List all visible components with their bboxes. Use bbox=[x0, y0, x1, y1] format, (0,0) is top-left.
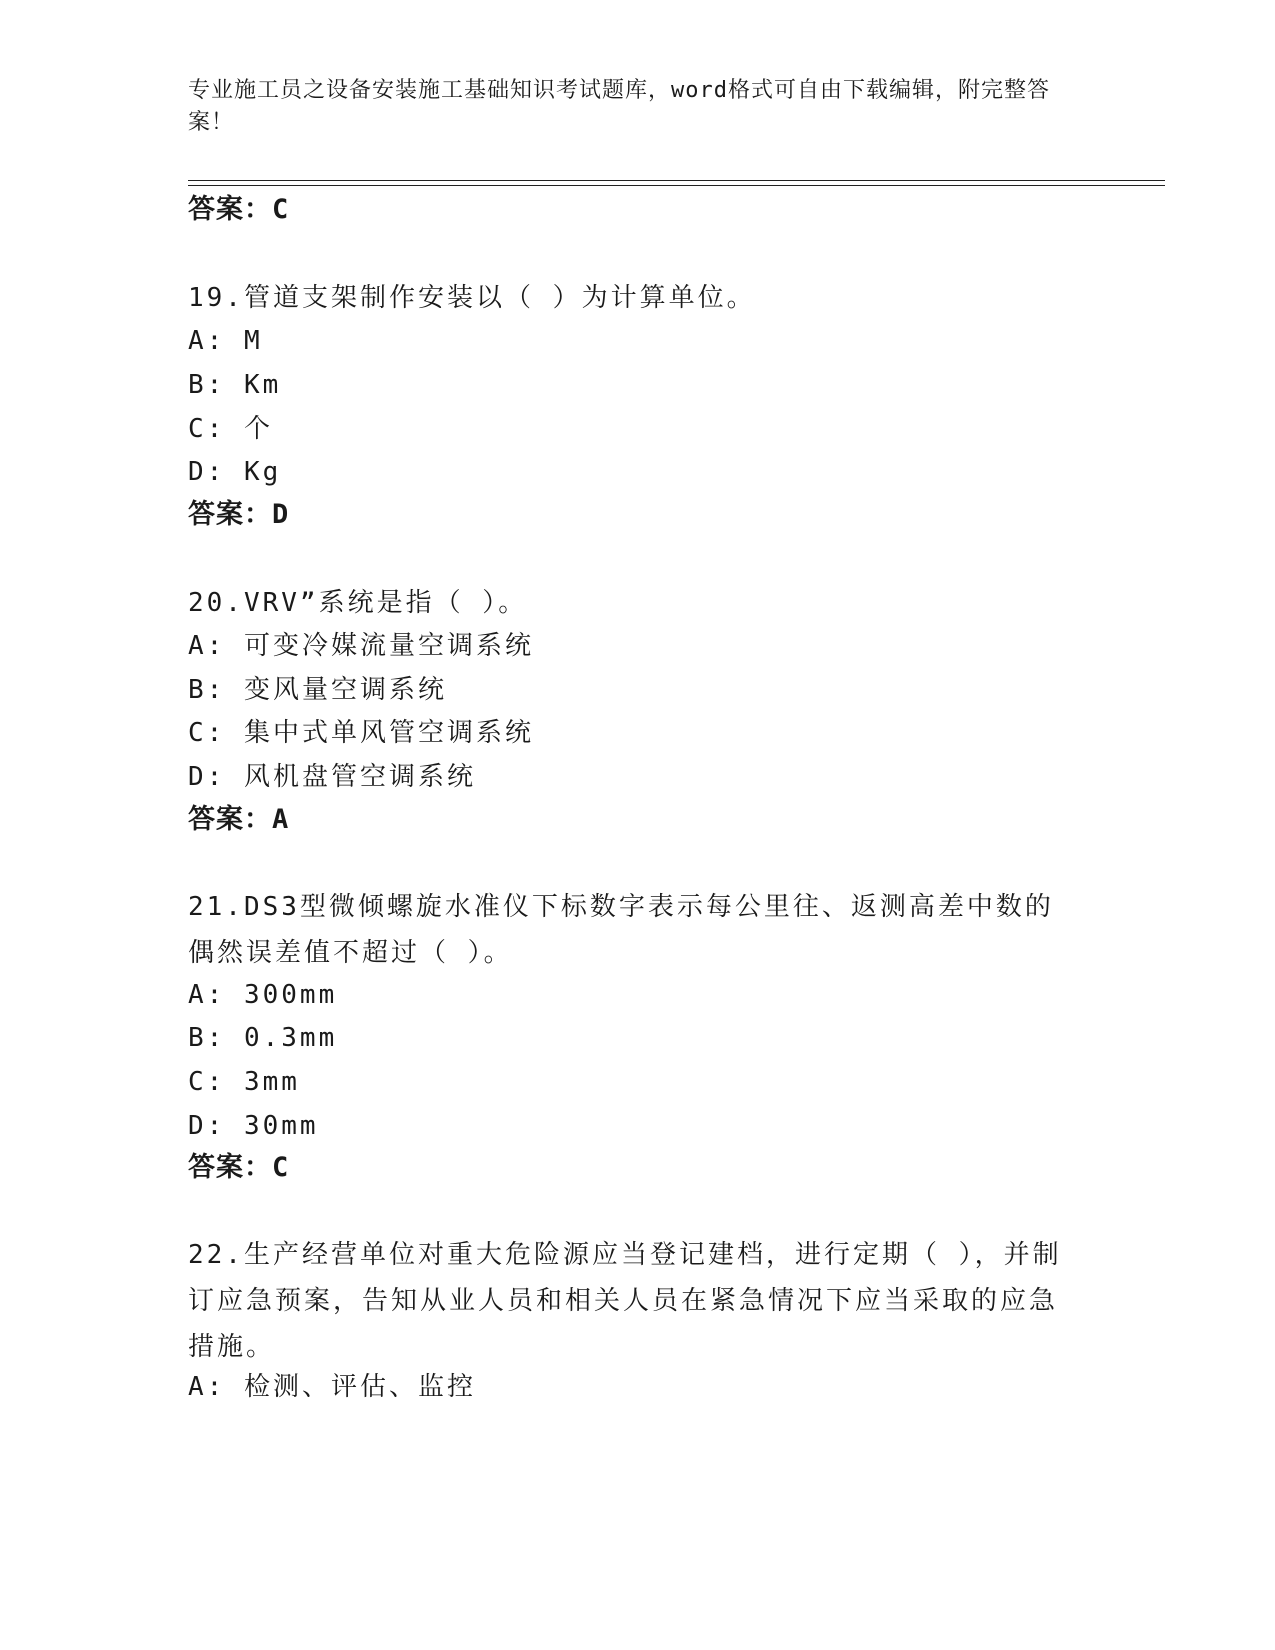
question-22-option-a: A: 检测、评估、监控 bbox=[188, 1372, 476, 1402]
header-divider-top bbox=[188, 180, 1165, 181]
header-divider-bottom bbox=[188, 185, 1165, 186]
document-header: 专业施工员之设备安装施工基础知识考试题库，word格式可自由下载编辑，附完整答案！ bbox=[188, 78, 1050, 135]
question-19-option-b: B: Km bbox=[188, 370, 282, 400]
question-20-answer: 答案：A bbox=[188, 804, 290, 835]
question-19-option-c: C: 个 bbox=[188, 414, 273, 444]
question-21-option-b: B: 0.3mm bbox=[188, 1023, 338, 1053]
question-20-option-c: C: 集中式单风管空调系统 bbox=[188, 718, 534, 748]
question-20-option-d: D: 风机盘管空调系统 bbox=[188, 762, 476, 792]
question-19-stem: 19.管道支架制作安装以（ ）为计算单位。 bbox=[188, 283, 756, 313]
question-21-answer: 答案：C bbox=[188, 1152, 290, 1183]
previous-answer: 答案：C bbox=[188, 194, 290, 225]
question-21-stem: 21.DS3型微倾螺旋水准仪下标数字表示每公里往、返测高差中数的偶然误差值不超过（ ）。 bbox=[188, 892, 1054, 968]
question-20-stem: 20.VRV”系统是指（ ）。 bbox=[188, 588, 528, 618]
question-21-option-a: A: 300mm bbox=[188, 980, 338, 1010]
question-20-option-a: A: 可变冷媒流量空调系统 bbox=[188, 631, 534, 661]
question-19-option-d: D: Kg bbox=[188, 457, 282, 487]
question-21-option-c: C: 3mm bbox=[188, 1067, 300, 1097]
question-21-option-d: D: 30mm bbox=[188, 1111, 319, 1141]
question-22-stem: 22.生产经营单位对重大危险源应当登记建档，进行定期（ ），并制订应急预案，告知从业人员和相关人员在紧急情况下应当采取的应急措施。 bbox=[188, 1240, 1062, 1362]
question-19-answer: 答案：D bbox=[188, 499, 290, 530]
question-19-option-a: A: M bbox=[188, 326, 263, 356]
question-20-option-b: B: 变风量空调系统 bbox=[188, 675, 447, 705]
